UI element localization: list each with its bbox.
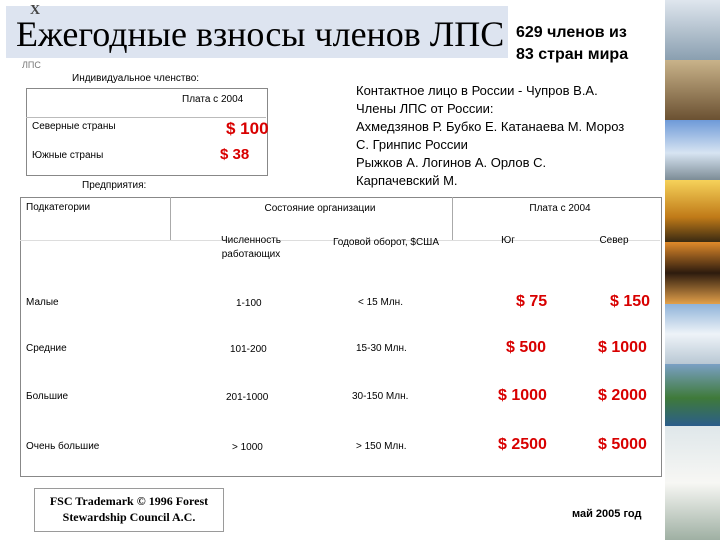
- mountains-photo: [665, 0, 720, 60]
- contact-line: С. Гринпис России: [356, 137, 468, 152]
- trademark-line-2: Stewardship Council A.C.: [62, 510, 196, 524]
- contact-line: Карпачевский М.: [356, 173, 458, 188]
- table-row-south-fee: $ 1000: [498, 387, 547, 404]
- divider: [26, 117, 266, 118]
- individual-membership-label: Индивидуальное членство:: [72, 73, 200, 84]
- south-header: Юг: [501, 235, 515, 246]
- tiger-photo: [665, 242, 720, 304]
- table-row-south-fee: $ 2500: [498, 436, 547, 453]
- table-row-turnover: 30-150 Млн.: [352, 391, 409, 402]
- individual-fee-header: Плата с 2004: [182, 94, 244, 105]
- table-row-south-fee: $ 500: [506, 339, 547, 356]
- table-row-staff: 1-100: [236, 298, 262, 309]
- contact-line: Ахмедзянов Р. Бубко Е. Катанаева М. Мороз: [356, 119, 625, 134]
- table-row-turnover: < 15 Млн.: [358, 297, 403, 308]
- divider: [452, 197, 453, 240]
- south-individual-fee: $ 38: [220, 146, 250, 163]
- page-title: Ежегодные взносы членов ЛПС: [16, 14, 505, 54]
- snowy-peaks-photo: [665, 120, 720, 180]
- contact-line: Рыжков А. Логинов А. Орлов С.: [356, 155, 547, 170]
- fee-since-2004-header: Плата с 2004: [529, 203, 591, 214]
- table-row-north-fee: $ 150: [610, 293, 651, 310]
- organization-state-header: Состояние организации: [264, 203, 376, 214]
- contact-line: Контактное лицо в России - Чупров В.А.: [356, 83, 598, 98]
- annual-turnover-header: Годовой оборот, $США: [332, 237, 439, 248]
- north-individual-fee: $ 100: [226, 119, 269, 138]
- table-row-north-fee: $ 5000: [598, 436, 647, 453]
- contact-info: [356, 82, 656, 190]
- enterprises-label: Предприятия:: [82, 180, 147, 191]
- members-line-2: 83 стран мира: [516, 46, 629, 63]
- fsc-logo: X: [30, 3, 41, 18]
- lake-photo: [665, 364, 720, 426]
- divider: [170, 197, 171, 240]
- date-label: май 2005 год: [572, 508, 642, 520]
- table-row-staff: 201-1000: [226, 392, 269, 403]
- table-row-staff: > 1000: [232, 442, 263, 453]
- stork-photo: [665, 426, 720, 540]
- wolf-photo: [665, 60, 720, 120]
- table-row-north-fee: $ 1000: [598, 339, 647, 356]
- members-line-1: 629 членов из: [516, 24, 627, 41]
- snowy-forest-photo: [665, 304, 720, 364]
- trademark-line-1: FSC Trademark © 1996 Forest: [49, 494, 209, 508]
- members-count: [516, 22, 628, 66]
- subcategory-header: Подкатегории: [26, 202, 91, 213]
- table-row-category: Малые: [26, 297, 59, 308]
- contact-line: Члены ЛПС от России:: [356, 101, 494, 116]
- table-row-category: Большие: [26, 391, 69, 402]
- table-row-north-fee: $ 2000: [598, 387, 647, 404]
- logo-caption: ЛПС: [22, 60, 41, 70]
- staff-count-header: Численность работающих: [220, 235, 282, 260]
- photo-strip: [665, 0, 720, 540]
- table-row-category: Средние: [26, 343, 67, 354]
- fsc-trademark-box: [34, 488, 224, 532]
- north-header: Север: [599, 235, 629, 246]
- north-countries-label: Северные страны: [32, 121, 116, 132]
- table-row-turnover: 15-30 Млн.: [356, 343, 407, 354]
- table-row-staff: 101-200: [230, 344, 267, 355]
- south-countries-label: Южные страны: [32, 150, 104, 161]
- table-row-south-fee: $ 75: [516, 293, 548, 310]
- sunset-grass-photo: [665, 180, 720, 242]
- table-row-turnover: > 150 Млн.: [356, 441, 407, 452]
- table-row-category: Очень большие: [26, 441, 100, 452]
